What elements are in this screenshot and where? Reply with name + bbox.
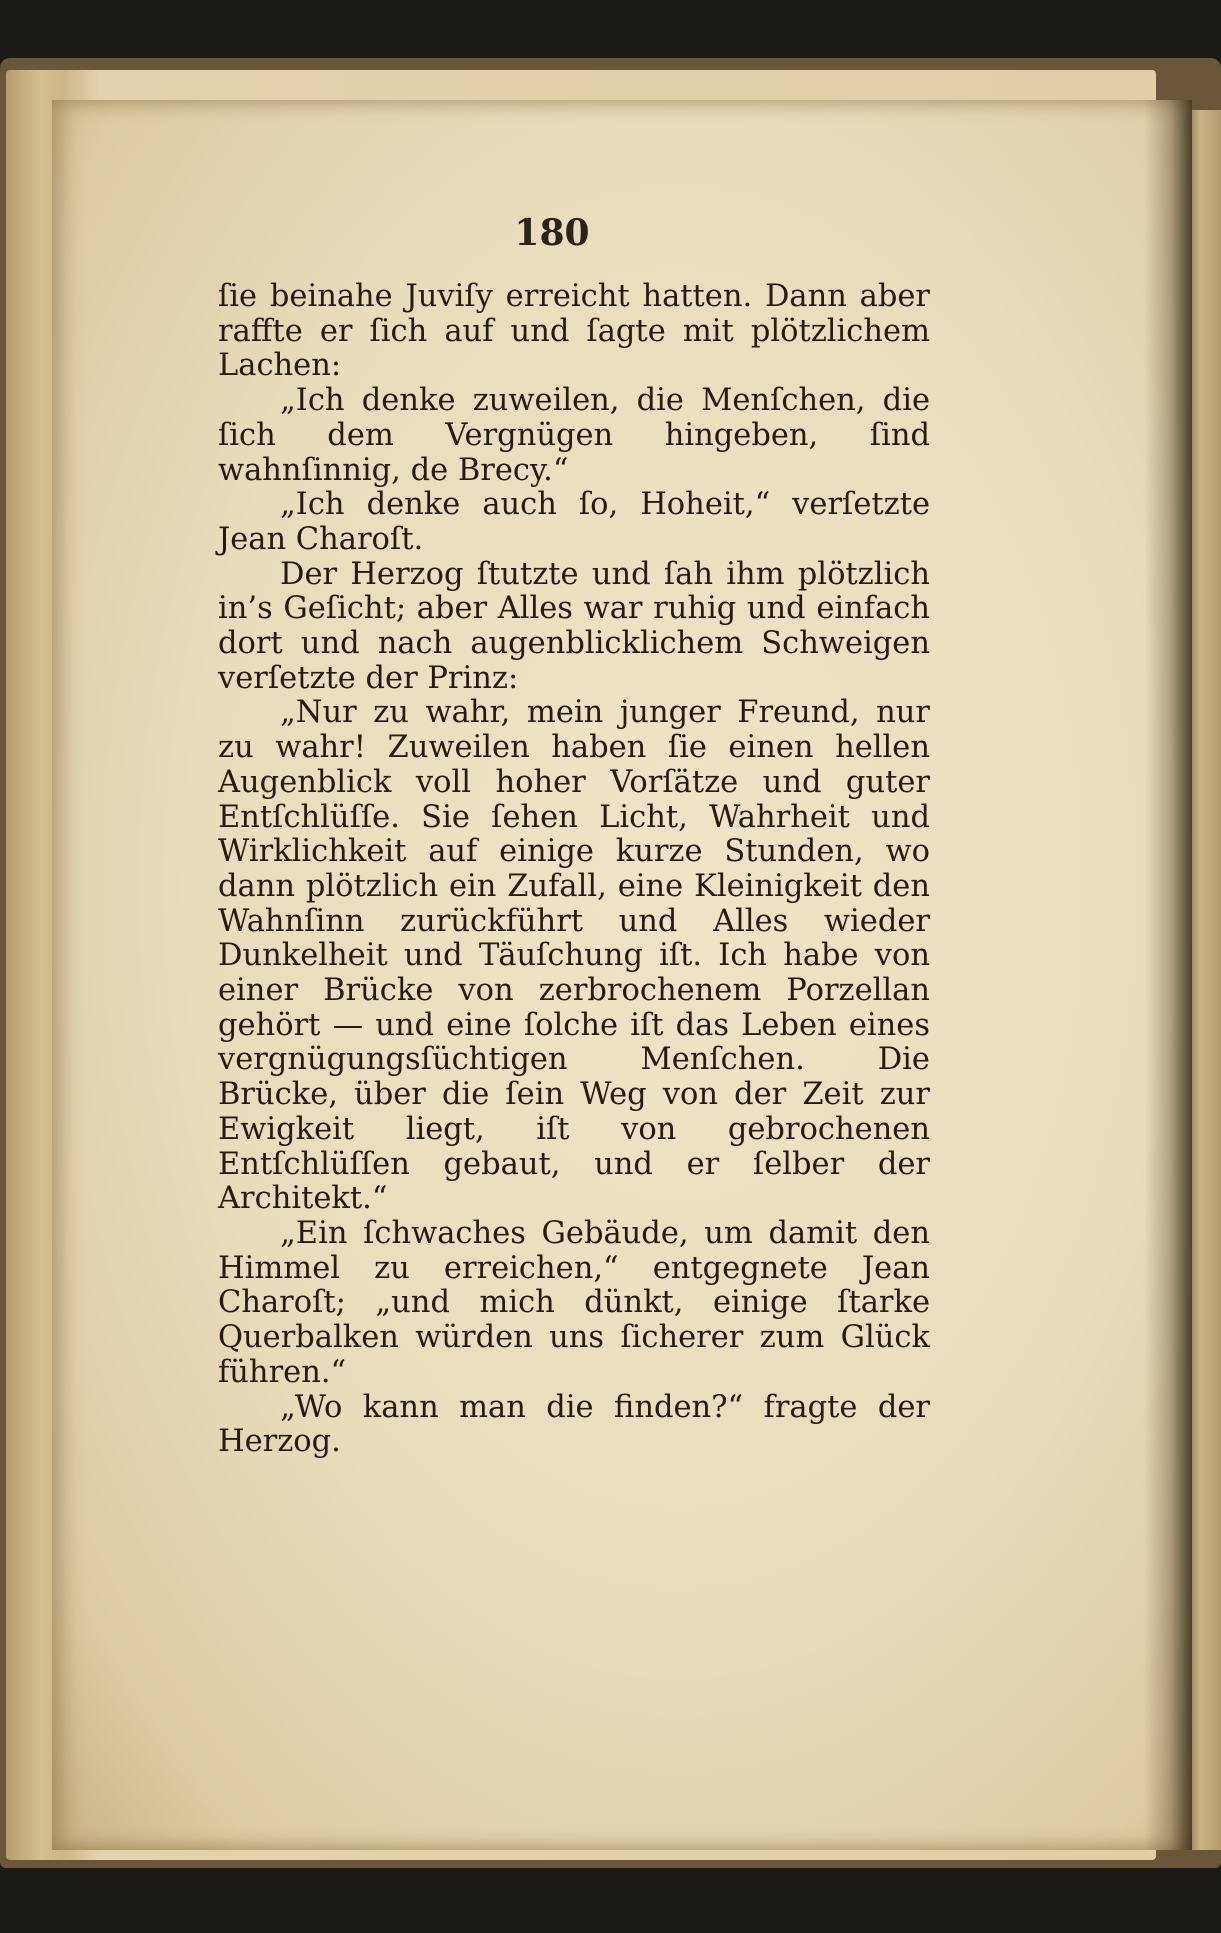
- page-number: 180: [514, 212, 590, 254]
- paragraph: „Wo kann man die finden?“ fragte der Herzog.: [218, 1389, 930, 1460]
- paragraph: „Ich denke zuweilen, die Menſchen, die ſich dem Vergnügen hingeben, ſind wahnſinnig, de Brecy.“: [218, 383, 930, 488]
- paragraph: Der Herzog ſtutzte und ſah ihm plötzlich in’s Geſicht; aber Alles war ruhig und einfach dort und nach augenblicklichem Schweigen verſetzte der Prinz:: [218, 556, 930, 696]
- page-body-text: [218, 280, 930, 1460]
- paragraph: „Ein ſchwaches Gebäude, um damit den Himmel zu erreichen,“ entgegnete Jean Charoſt; „und mich dünkt, einige ſtarke Querbalken würden uns ſicherer zum Glück führen.“: [218, 1215, 930, 1390]
- page-gutter-shadow: [1144, 100, 1192, 1850]
- paragraph: ſie beinahe Juviſy erreicht hatten. Dann aber raffte er ſich auf und ſagte mit plötzlichem Lachen:: [218, 279, 930, 384]
- paragraph: „Ich denke auch ſo, Hoheit,“ verſetzte Jean Charoſt.: [218, 487, 930, 557]
- paragraph: „Nur zu wahr, mein junger Freund, nur zu wahr! Zuweilen haben ſie einen hellen Augenblick voll hoher Vorſätze und guter Entſchlüſſe. Sie ſehen Licht, Wahrheit und Wirklichkeit auf einige kurze Stunden, wo dann plötzlich ein Zufall, eine Kleinigkeit den Wahnſinn zurückführt und Alles wieder Dunkelheit und Täuſchung iſt. Ich habe von einer Brücke von zerbrochenem Porzellan gehört — und eine ſolche iſt das Leben eines vergnügungsſüchtigen Menſchen. Die Brücke, über die ſein Weg von der Zeit zur Ewigkeit liegt, iſt von gebrochenen Entſchlüſſen gebaut, und er ſelber der Architekt.“: [218, 695, 930, 1217]
